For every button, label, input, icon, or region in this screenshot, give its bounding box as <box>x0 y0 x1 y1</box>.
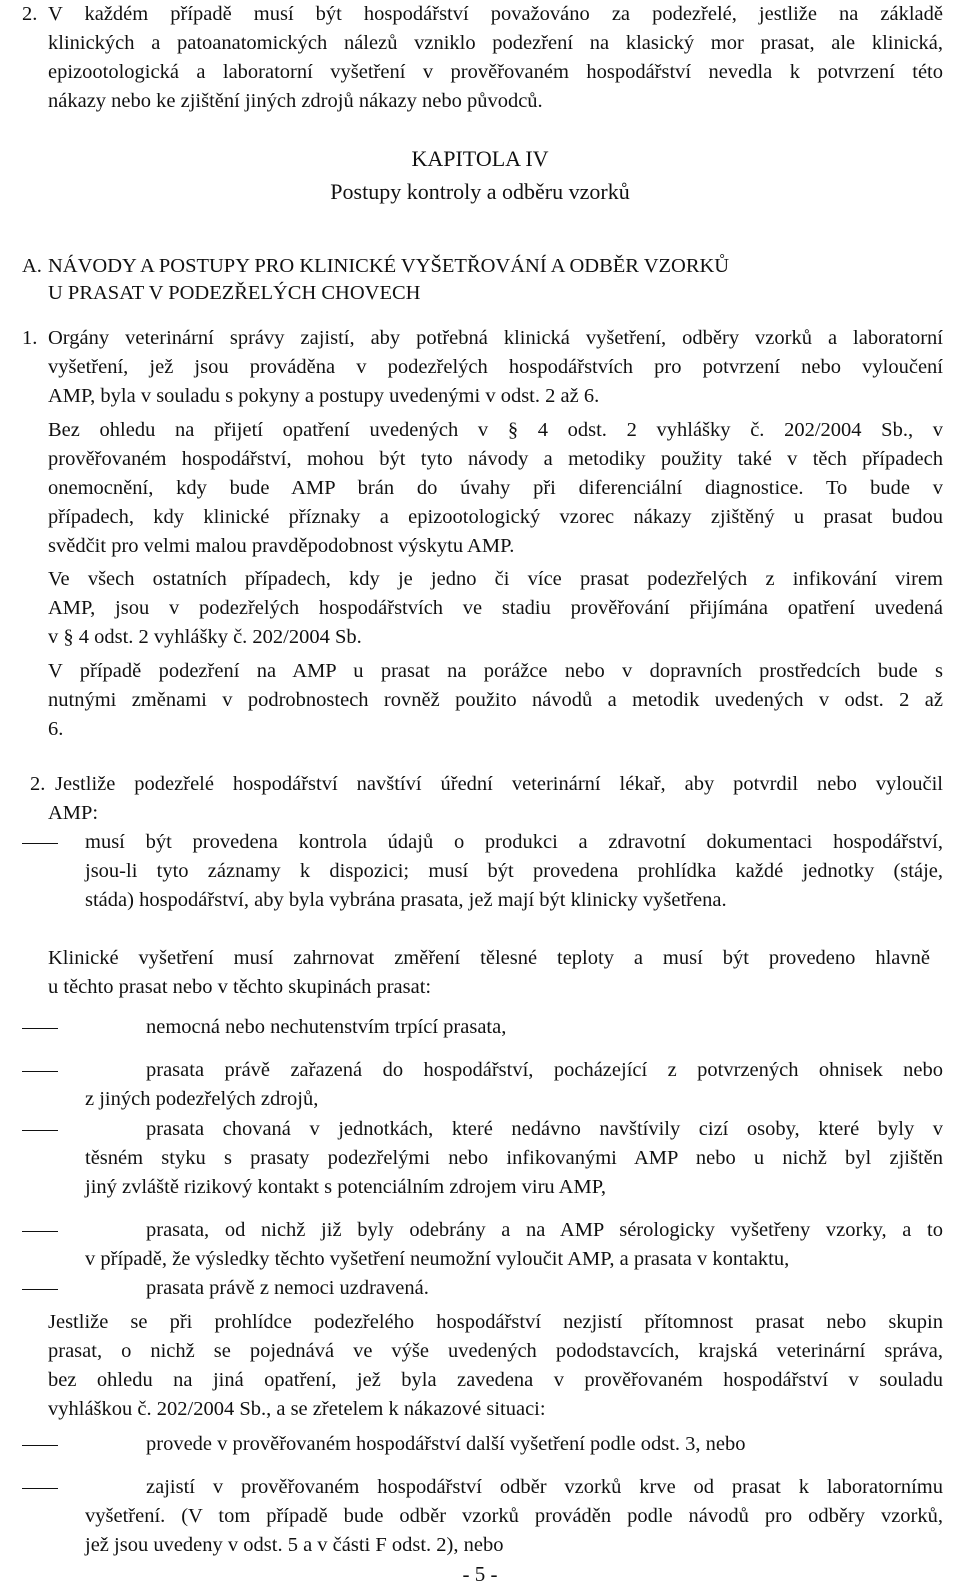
text-line: v § 4 odst. 2 vyhlášky č. 202/2004 Sb. <box>48 626 362 648</box>
list-item: vyšetření. (V tom případě bude odběr vzorků prováděn podle návodů pro odběry vzorků, <box>85 1505 943 1527</box>
text-line: onemocnění, kdy bude AMP brán do úvahy při diferenciální diagnostice. To bude v <box>48 477 943 499</box>
text-line: Bez ohledu na přijetí opatření uvedených v § 4 odst. 2 vyhlášky č. 202/2004 Sb., v <box>48 419 943 441</box>
chapter-title: KAPITOLA IV <box>411 146 549 171</box>
text-line: vyšetření, jež jsou prováděna v podezřelých hospodářstvích pro potvrzení nebo vyloučení <box>48 356 943 378</box>
dash-bullet <box>22 1488 58 1489</box>
dash-bullet <box>22 843 58 844</box>
item-number: 2. <box>22 3 38 25</box>
text-line: AMP, byla v souladu s pokyny a postupy uvedenými v odst. 2 až 6. <box>48 385 600 407</box>
text-line: epizootologická a laboratorní vyšetření v prověřovaném hospodářství nevedla k potvrzení této <box>48 61 943 83</box>
list-item: provede v prověřovaném hospodářství další vyšetření podle odst. 3, nebo <box>146 1433 746 1455</box>
text-line: AMP: <box>48 802 99 824</box>
dash-bullet <box>22 1130 58 1131</box>
list-item: prasata právě zařazená do hospodářství, pocházející z potvrzených ohnisek nebo <box>146 1059 943 1081</box>
section-heading: U PRASAT V PODEZŘELÝCH CHOVECH <box>48 282 421 304</box>
chapter-subtitle: Postupy kontroly a odběru vzorků <box>330 179 630 204</box>
text-line: Ve všech ostatních případech, kdy je jedno či více prasat podezřelých z infikování virem <box>48 568 943 590</box>
item-number: 2. <box>30 773 46 795</box>
list-item: prasata, od nichž již byly odebrány a na AMP sérologicky vyšetřeny vzorky, a to <box>146 1219 943 1241</box>
text-line: prověřovaném hospodářství, mohou být tyto návody a metodiky použity také v těch případech <box>48 448 943 470</box>
text-line: Jestliže se při prohlídce podezřelého hospodářství nezjistí přítomnost prasat nebo skupin <box>48 1311 943 1333</box>
list-item: v případě, že výsledky těchto vyšetření neumožní vyloučit AMP, a prasata v kontaktu, <box>85 1248 790 1270</box>
item-number: 1. <box>22 327 38 349</box>
list-item: jiný zvláště rizikový kontakt s potenciálním zdrojem viru AMP, <box>85 1176 606 1198</box>
dash-bullet <box>22 1289 58 1290</box>
text-line: V případě podezření na AMP u prasat na porážce nebo v dopravních prostředcích bude s <box>48 660 943 682</box>
text-line: 6. <box>48 718 64 740</box>
text-line: musí být provedena kontrola údajů o produkci a zdravotní dokumentaci hospodářství, <box>85 831 943 853</box>
page-number: - 5 - <box>462 1562 498 1586</box>
section-heading: NÁVODY A POSTUPY PRO KLINICKÉ VYŠETŘOVÁNÍ A ODBĚR VZORKŮ <box>48 255 730 277</box>
list-item: nemocná nebo nechutenstvím trpící prasata, <box>146 1016 507 1038</box>
list-item: zajistí v prověřovaném hospodářství odběr vzorků krve od prasat k laboratornímu <box>146 1476 943 1498</box>
text-line: prasat, o nichž se pojednává ve výše uvedených pododstavcích, krajská veterinární správa, <box>48 1340 943 1362</box>
dash-bullet <box>22 1071 58 1072</box>
text-line: V každém případě musí být hospodářství považováno za podezřelé, jestliže na základě <box>48 3 943 25</box>
text-line: AMP, jsou v podezřelých hospodářstvích ve stadiu prověřování přijímána opatření uvedená <box>48 597 943 619</box>
text-line: svědčit pro velmi malou pravděpodobnost výskytu AMP. <box>48 535 515 557</box>
list-item: prasata právě z nemoci uzdravená. <box>146 1277 429 1299</box>
text-line: nutnými změnami v podrobnostech rovněž použito návodů a metodik uvedených v odst. 2 až <box>48 689 943 711</box>
list-item: těsném styku s prasaty podezřelými nebo infikovanými AMP nebo u nichž byl zjištěn <box>85 1147 943 1169</box>
text-line: bez ohledu na jiná opatření, jež byla zavedena v prověřovaném hospodářství v souladu <box>48 1369 943 1391</box>
text-line: stáda) hospodářství, aby byla vybrána prasata, jež mají být klinicky vyšetřena. <box>85 889 727 911</box>
dash-bullet <box>22 1028 58 1029</box>
section-letter: A. <box>22 255 42 277</box>
text-line: vyhláškou č. 202/2004 Sb., a se zřetelem k nákazové situaci: <box>48 1398 546 1420</box>
list-item: prasata chovaná v jednotkách, které nedávno navštívily cizí osoby, které byly v <box>146 1118 943 1140</box>
text-line: Orgány veterinární správy zajistí, aby potřebná klinická vyšetření, odběry vzorků a laboratorní <box>48 327 943 349</box>
dash-bullet <box>22 1231 58 1232</box>
dash-bullet <box>22 1445 58 1446</box>
list-item: jež jsou uvedeny v odst. 5 a v části F odst. 2), nebo <box>85 1534 504 1556</box>
text-line: případech, kdy klinické příznaky a epizootologický vzorec nákazy zjištěný u prasat budou <box>48 506 943 528</box>
text-line: klinických a patoanatomických nálezů vzniklo podezření na klasický mor prasat, ale klinická, <box>48 32 943 54</box>
list-item: z jiných podezřelých zdrojů, <box>85 1088 319 1110</box>
text-line: jsou-li tyto záznamy k dispozici; musí být provedena prohlídka každé jednotky (stáje, <box>85 860 943 882</box>
text-line: Jestliže podezřelé hospodářství navštíví úřední veterinární lékař, aby potvrdil nebo vyloučil <box>55 773 943 795</box>
text-line: Klinické vyšetření musí zahrnovat změření tělesné teploty a musí být provedeno hlavně <box>48 947 930 969</box>
text-line: nákazy nebo ke zjištění jiných zdrojů nákazy nebo původců. <box>48 90 543 112</box>
text-line: u těchto prasat nebo v těchto skupinách prasat: <box>48 976 432 998</box>
